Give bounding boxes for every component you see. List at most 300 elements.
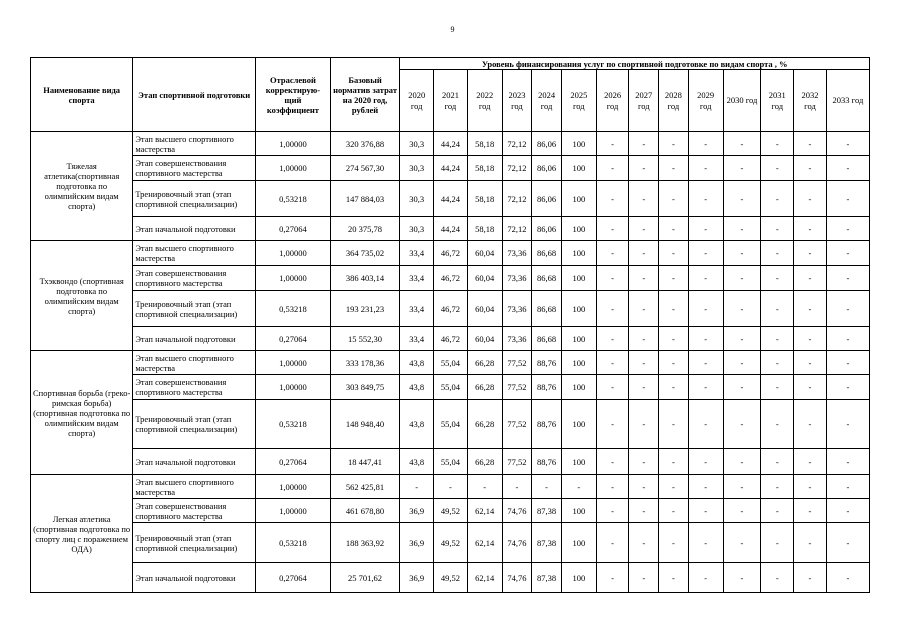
table-row bbox=[31, 181, 870, 217]
year-value-cell: - bbox=[596, 241, 629, 266]
coefficient-cell: 0,27064 bbox=[256, 327, 331, 351]
year-value-cell: - bbox=[502, 475, 532, 499]
year-value-cell: 100 bbox=[561, 266, 596, 291]
year-value-cell: - bbox=[723, 291, 761, 327]
year-value-cell: - bbox=[723, 156, 761, 181]
year-value-cell: 30,3 bbox=[400, 156, 434, 181]
year-value-cell: 100 bbox=[561, 400, 596, 449]
coefficient-cell: 1,00000 bbox=[256, 241, 331, 266]
year-value-cell: 33,4 bbox=[400, 327, 434, 351]
year-value-cell: 100 bbox=[561, 449, 596, 475]
year-value-cell: 72,12 bbox=[502, 217, 532, 241]
year-value-cell: 100 bbox=[561, 351, 596, 375]
year-value-cell: - bbox=[688, 375, 723, 400]
year-value-cell: - bbox=[826, 217, 869, 241]
year-value-cell: 55,04 bbox=[434, 351, 468, 375]
year-value-cell: - bbox=[761, 156, 794, 181]
base-norm-cell: 303 849,75 bbox=[330, 375, 400, 400]
year-value-cell: - bbox=[761, 181, 794, 217]
year-value-cell: - bbox=[596, 375, 629, 400]
year-value-cell: - bbox=[761, 327, 794, 351]
year-value-cell: 66,28 bbox=[467, 449, 502, 475]
year-value-cell: - bbox=[688, 400, 723, 449]
coefficient-cell: 0,53218 bbox=[256, 181, 331, 217]
year-value-cell: - bbox=[596, 400, 629, 449]
table-row bbox=[31, 400, 870, 449]
year-value-cell: 58,18 bbox=[467, 217, 502, 241]
year-value-cell: - bbox=[629, 181, 659, 217]
coefficient-cell: 0,53218 bbox=[256, 291, 331, 327]
year-value-cell: 73,36 bbox=[502, 241, 532, 266]
year-value-cell: - bbox=[688, 499, 723, 523]
header-stage: Этап спортивной подготовки bbox=[133, 58, 256, 132]
coefficient-cell: 1,00000 bbox=[256, 132, 331, 156]
header-year: 2026 год bbox=[596, 70, 629, 132]
year-value-cell: - bbox=[826, 327, 869, 351]
year-value-cell: - bbox=[629, 475, 659, 499]
base-norm-cell: 147 884,03 bbox=[330, 181, 400, 217]
year-value-cell: - bbox=[794, 132, 827, 156]
header-year: 2020 год bbox=[400, 70, 434, 132]
base-norm-cell: 193 231,23 bbox=[330, 291, 400, 327]
year-value-cell: - bbox=[659, 266, 689, 291]
table-row bbox=[31, 241, 870, 266]
year-value-cell: 77,52 bbox=[502, 449, 532, 475]
year-value-cell: 43,8 bbox=[400, 351, 434, 375]
table-row bbox=[31, 351, 870, 375]
year-value-cell: - bbox=[659, 217, 689, 241]
year-value-cell: 60,04 bbox=[467, 266, 502, 291]
year-value-cell: 100 bbox=[561, 241, 596, 266]
year-value-cell: - bbox=[794, 375, 827, 400]
year-value-cell: - bbox=[826, 181, 869, 217]
year-value-cell: - bbox=[596, 351, 629, 375]
base-norm-cell: 18 447,41 bbox=[330, 449, 400, 475]
year-value-cell: - bbox=[596, 499, 629, 523]
year-value-cell: 72,12 bbox=[502, 156, 532, 181]
year-value-cell: 88,76 bbox=[532, 351, 562, 375]
year-value-cell: - bbox=[659, 156, 689, 181]
year-value-cell: - bbox=[596, 132, 629, 156]
year-value-cell: - bbox=[688, 132, 723, 156]
year-value-cell: - bbox=[826, 449, 869, 475]
year-value-cell: - bbox=[532, 475, 562, 499]
coefficient-cell: 0,27064 bbox=[256, 449, 331, 475]
year-value-cell: - bbox=[596, 563, 629, 593]
year-value-cell: - bbox=[794, 266, 827, 291]
year-value-cell: - bbox=[659, 132, 689, 156]
coefficient-cell: 1,00000 bbox=[256, 156, 331, 181]
sport-name: Тхэквондо (спортивная подготовка по олимпийским видам спорта) bbox=[31, 241, 133, 351]
year-value-cell: - bbox=[688, 217, 723, 241]
year-value-cell: - bbox=[826, 563, 869, 593]
year-value-cell: - bbox=[596, 523, 629, 563]
year-value-cell: 86,68 bbox=[532, 241, 562, 266]
year-value-cell: - bbox=[794, 327, 827, 351]
year-value-cell: 87,38 bbox=[532, 563, 562, 593]
year-value-cell: 73,36 bbox=[502, 266, 532, 291]
year-value-cell: - bbox=[629, 156, 659, 181]
year-value-cell: - bbox=[629, 523, 659, 563]
year-value-cell: - bbox=[826, 156, 869, 181]
base-norm-cell: 333 178,36 bbox=[330, 351, 400, 375]
year-value-cell: - bbox=[596, 156, 629, 181]
stage-cell: Тренировочный этап (этап спортивной специализации) bbox=[133, 400, 256, 449]
year-value-cell: - bbox=[723, 449, 761, 475]
year-value-cell: - bbox=[659, 449, 689, 475]
year-value-cell: 44,24 bbox=[434, 156, 468, 181]
year-value-cell: 46,72 bbox=[434, 241, 468, 266]
year-value-cell: 86,06 bbox=[532, 132, 562, 156]
year-value-cell: - bbox=[723, 351, 761, 375]
year-value-cell: - bbox=[723, 400, 761, 449]
year-value-cell: 49,52 bbox=[434, 523, 468, 563]
year-value-cell: 100 bbox=[561, 181, 596, 217]
table-row bbox=[31, 375, 870, 400]
table-row bbox=[31, 475, 870, 499]
year-value-cell: - bbox=[659, 563, 689, 593]
year-value-cell: - bbox=[688, 181, 723, 217]
header-sport-name: Наименование вида спорта bbox=[31, 58, 133, 132]
year-value-cell: 86,06 bbox=[532, 156, 562, 181]
year-value-cell: - bbox=[723, 266, 761, 291]
year-value-cell: - bbox=[826, 266, 869, 291]
year-value-cell: 36,9 bbox=[400, 523, 434, 563]
year-value-cell: 86,68 bbox=[532, 266, 562, 291]
year-value-cell: - bbox=[596, 217, 629, 241]
table-row bbox=[31, 563, 870, 593]
header-year: 2032 год bbox=[794, 70, 827, 132]
year-value-cell: - bbox=[826, 351, 869, 375]
year-value-cell: - bbox=[794, 291, 827, 327]
header-year: 2028 год bbox=[659, 70, 689, 132]
table-row bbox=[31, 291, 870, 327]
year-value-cell: 60,04 bbox=[467, 291, 502, 327]
base-norm-cell: 188 363,92 bbox=[330, 523, 400, 563]
year-value-cell: - bbox=[761, 449, 794, 475]
year-value-cell: - bbox=[761, 499, 794, 523]
year-value-cell: 44,24 bbox=[434, 132, 468, 156]
year-value-cell: 43,8 bbox=[400, 400, 434, 449]
year-value-cell: - bbox=[794, 523, 827, 563]
year-value-cell: 60,04 bbox=[467, 327, 502, 351]
year-value-cell: 72,12 bbox=[502, 132, 532, 156]
year-value-cell: 62,14 bbox=[467, 563, 502, 593]
stage-cell: Этап начальной подготовки bbox=[133, 327, 256, 351]
stage-cell: Этап начальной подготовки bbox=[133, 449, 256, 475]
page-number: 9 bbox=[450, 25, 455, 34]
year-value-cell: - bbox=[688, 266, 723, 291]
header-year: 2025 год bbox=[561, 70, 596, 132]
year-value-cell: - bbox=[561, 475, 596, 499]
year-value-cell: - bbox=[794, 351, 827, 375]
header-year: 2024 год bbox=[532, 70, 562, 132]
year-value-cell: 46,72 bbox=[434, 266, 468, 291]
year-value-cell: - bbox=[629, 266, 659, 291]
year-value-cell: - bbox=[761, 563, 794, 593]
year-value-cell: - bbox=[761, 241, 794, 266]
coefficient-cell: 0,27064 bbox=[256, 217, 331, 241]
year-value-cell: - bbox=[826, 523, 869, 563]
year-value-cell: 43,8 bbox=[400, 375, 434, 400]
year-value-cell: - bbox=[688, 291, 723, 327]
year-value-cell: - bbox=[761, 523, 794, 563]
year-value-cell: - bbox=[723, 375, 761, 400]
year-value-cell: 74,76 bbox=[502, 563, 532, 593]
year-value-cell: 49,52 bbox=[434, 563, 468, 593]
year-value-cell: - bbox=[761, 132, 794, 156]
header-year: 2022 год bbox=[467, 70, 502, 132]
year-value-cell: 66,28 bbox=[467, 400, 502, 449]
stage-cell: Этап совершенствования спортивного мастерства bbox=[133, 499, 256, 523]
year-value-cell: 49,52 bbox=[434, 499, 468, 523]
year-value-cell: - bbox=[629, 375, 659, 400]
year-value-cell: - bbox=[723, 181, 761, 217]
year-value-cell: - bbox=[688, 241, 723, 266]
header-year: 2031 год bbox=[761, 70, 794, 132]
year-value-cell: - bbox=[659, 400, 689, 449]
year-value-cell: 77,52 bbox=[502, 351, 532, 375]
year-value-cell: - bbox=[826, 475, 869, 499]
year-value-cell: - bbox=[596, 291, 629, 327]
year-value-cell: 74,76 bbox=[502, 499, 532, 523]
year-value-cell: - bbox=[794, 181, 827, 217]
year-value-cell: - bbox=[434, 475, 468, 499]
year-value-cell: - bbox=[659, 375, 689, 400]
year-value-cell: - bbox=[723, 563, 761, 593]
year-value-cell: - bbox=[596, 475, 629, 499]
year-value-cell: - bbox=[596, 181, 629, 217]
year-value-cell: 100 bbox=[561, 217, 596, 241]
year-value-cell: 30,3 bbox=[400, 217, 434, 241]
year-value-cell: - bbox=[688, 327, 723, 351]
year-value-cell: - bbox=[688, 475, 723, 499]
table-row bbox=[31, 132, 870, 156]
year-value-cell: - bbox=[794, 156, 827, 181]
year-value-cell: - bbox=[794, 400, 827, 449]
year-value-cell: - bbox=[596, 266, 629, 291]
coefficient-cell: 1,00000 bbox=[256, 375, 331, 400]
year-value-cell: 66,28 bbox=[467, 375, 502, 400]
header-year: 2030 год bbox=[723, 70, 761, 132]
header-year: 2021 год bbox=[434, 70, 468, 132]
table-row bbox=[31, 266, 870, 291]
year-value-cell: 100 bbox=[561, 375, 596, 400]
base-norm-cell: 25 701,62 bbox=[330, 563, 400, 593]
year-value-cell: 74,76 bbox=[502, 523, 532, 563]
year-value-cell: 36,9 bbox=[400, 499, 434, 523]
year-value-cell: - bbox=[794, 563, 827, 593]
year-value-cell: 86,06 bbox=[532, 217, 562, 241]
stage-cell: Тренировочный этап (этап спортивной специализации) bbox=[133, 523, 256, 563]
table-row bbox=[31, 217, 870, 241]
base-norm-cell: 562 425,81 bbox=[330, 475, 400, 499]
table-row bbox=[31, 449, 870, 475]
year-value-cell: - bbox=[629, 132, 659, 156]
year-value-cell: - bbox=[629, 291, 659, 327]
year-value-cell: 86,68 bbox=[532, 291, 562, 327]
year-value-cell: - bbox=[659, 475, 689, 499]
year-value-cell: - bbox=[688, 523, 723, 563]
header-year: 2033 год bbox=[826, 70, 869, 132]
coefficient-cell: 0,53218 bbox=[256, 400, 331, 449]
year-value-cell: 100 bbox=[561, 563, 596, 593]
base-norm-cell: 364 735,02 bbox=[330, 241, 400, 266]
year-value-cell: - bbox=[723, 523, 761, 563]
year-value-cell: 73,36 bbox=[502, 291, 532, 327]
year-value-cell: - bbox=[629, 351, 659, 375]
year-value-cell: 58,18 bbox=[467, 181, 502, 217]
year-value-cell: 44,24 bbox=[434, 217, 468, 241]
year-value-cell: - bbox=[629, 241, 659, 266]
year-value-cell: - bbox=[659, 327, 689, 351]
year-value-cell: 33,4 bbox=[400, 241, 434, 266]
year-value-cell: - bbox=[400, 475, 434, 499]
sport-name: Спортивная борьба (греко-римская борьба) (спортивная подготовка по олимпийским видам спорта) bbox=[31, 351, 133, 475]
year-value-cell: 55,04 bbox=[434, 400, 468, 449]
year-value-cell: 43,8 bbox=[400, 449, 434, 475]
year-value-cell: - bbox=[723, 132, 761, 156]
table-row bbox=[31, 156, 870, 181]
year-value-cell: - bbox=[659, 241, 689, 266]
stage-cell: Этап высшего спортивного мастерства bbox=[133, 475, 256, 499]
year-value-cell: - bbox=[761, 351, 794, 375]
year-value-cell: 55,04 bbox=[434, 449, 468, 475]
header-funding-level: Уровень финансирования услуг по спортивной подготовке по видам спорта , % bbox=[400, 58, 870, 70]
year-value-cell: - bbox=[794, 499, 827, 523]
year-value-cell: - bbox=[826, 400, 869, 449]
year-value-cell: - bbox=[596, 327, 629, 351]
header-year: 2029 год bbox=[688, 70, 723, 132]
year-value-cell: 100 bbox=[561, 499, 596, 523]
year-value-cell: - bbox=[794, 449, 827, 475]
stage-cell: Этап совершенствования спортивного мастерства bbox=[133, 375, 256, 400]
table-row bbox=[31, 523, 870, 563]
year-value-cell: - bbox=[723, 499, 761, 523]
year-value-cell: 58,18 bbox=[467, 132, 502, 156]
year-value-cell: - bbox=[761, 475, 794, 499]
year-value-cell: 100 bbox=[561, 156, 596, 181]
stage-cell: Тренировочный этап (этап спортивной специализации) bbox=[133, 291, 256, 327]
stage-cell: Этап начальной подготовки bbox=[133, 217, 256, 241]
year-value-cell: - bbox=[629, 327, 659, 351]
sport-name: Тяжелая атлетика(спортивная подготовка по олимпийским видам спорта) bbox=[31, 132, 133, 241]
year-value-cell: - bbox=[659, 351, 689, 375]
coefficient-cell: 1,00000 bbox=[256, 266, 331, 291]
year-value-cell: - bbox=[688, 156, 723, 181]
year-value-cell: - bbox=[723, 241, 761, 266]
year-value-cell: 77,52 bbox=[502, 400, 532, 449]
year-value-cell: 46,72 bbox=[434, 327, 468, 351]
year-value-cell: 58,18 bbox=[467, 156, 502, 181]
year-value-cell: - bbox=[629, 449, 659, 475]
year-value-cell: - bbox=[723, 327, 761, 351]
stage-cell: Этап совершенствования спортивного мастерства bbox=[133, 266, 256, 291]
header-coefficient: Отраслевой корректирую-щий коэффициент bbox=[256, 58, 331, 132]
year-value-cell: - bbox=[826, 375, 869, 400]
funding-table bbox=[30, 57, 870, 593]
coefficient-cell: 1,00000 bbox=[256, 351, 331, 375]
base-norm-cell: 20 375,78 bbox=[330, 217, 400, 241]
year-value-cell: - bbox=[761, 291, 794, 327]
year-value-cell: 66,28 bbox=[467, 351, 502, 375]
header-year: 2027 год bbox=[629, 70, 659, 132]
year-value-cell: 36,9 bbox=[400, 563, 434, 593]
year-value-cell: - bbox=[826, 291, 869, 327]
year-value-cell: - bbox=[794, 241, 827, 266]
year-value-cell: 100 bbox=[561, 523, 596, 563]
year-value-cell: - bbox=[723, 475, 761, 499]
coefficient-cell: 0,53218 bbox=[256, 523, 331, 563]
table-row bbox=[31, 499, 870, 523]
stage-cell: Этап начальной подготовки bbox=[133, 563, 256, 593]
year-value-cell: - bbox=[761, 400, 794, 449]
year-value-cell: - bbox=[794, 475, 827, 499]
year-value-cell: 87,38 bbox=[532, 523, 562, 563]
year-value-cell: - bbox=[688, 563, 723, 593]
coefficient-cell: 1,00000 bbox=[256, 499, 331, 523]
sport-name: Легкая атлетика (спортивная подготовка по спорту лиц с поражением ОДА) bbox=[31, 475, 133, 593]
year-value-cell: 72,12 bbox=[502, 181, 532, 217]
year-value-cell: 30,3 bbox=[400, 181, 434, 217]
coefficient-cell: 1,00000 bbox=[256, 475, 331, 499]
year-value-cell: - bbox=[659, 291, 689, 327]
table-row bbox=[31, 327, 870, 351]
stage-cell: Этап высшего спортивного мастерства bbox=[133, 132, 256, 156]
year-value-cell: 30,3 bbox=[400, 132, 434, 156]
year-value-cell: - bbox=[659, 181, 689, 217]
stage-cell: Этап высшего спортивного мастерства bbox=[133, 351, 256, 375]
year-value-cell: - bbox=[826, 132, 869, 156]
stage-cell: Этап высшего спортивного мастерства bbox=[133, 241, 256, 266]
year-value-cell: 62,14 bbox=[467, 523, 502, 563]
year-value-cell: 46,72 bbox=[434, 291, 468, 327]
year-value-cell: - bbox=[761, 266, 794, 291]
year-value-cell: 44,24 bbox=[434, 181, 468, 217]
year-value-cell: - bbox=[467, 475, 502, 499]
year-value-cell: 100 bbox=[561, 132, 596, 156]
year-value-cell: - bbox=[826, 241, 869, 266]
year-value-cell: - bbox=[629, 499, 659, 523]
base-norm-cell: 461 678,80 bbox=[330, 499, 400, 523]
year-value-cell: 33,4 bbox=[400, 291, 434, 327]
year-value-cell: - bbox=[826, 499, 869, 523]
base-norm-cell: 274 567,30 bbox=[330, 156, 400, 181]
year-value-cell: 88,76 bbox=[532, 375, 562, 400]
base-norm-cell: 15 552,30 bbox=[330, 327, 400, 351]
base-norm-cell: 320 376,88 bbox=[330, 132, 400, 156]
year-value-cell: 55,04 bbox=[434, 375, 468, 400]
year-value-cell: 87,38 bbox=[532, 499, 562, 523]
year-value-cell: - bbox=[723, 217, 761, 241]
year-value-cell: - bbox=[659, 523, 689, 563]
year-value-cell: 33,4 bbox=[400, 266, 434, 291]
year-value-cell: - bbox=[659, 499, 689, 523]
year-value-cell: 77,52 bbox=[502, 375, 532, 400]
year-value-cell: 73,36 bbox=[502, 327, 532, 351]
year-value-cell: - bbox=[688, 351, 723, 375]
year-value-cell: 88,76 bbox=[532, 449, 562, 475]
stage-cell: Этап совершенствования спортивного мастерства bbox=[133, 156, 256, 181]
year-value-cell: 62,14 bbox=[467, 499, 502, 523]
year-value-cell: - bbox=[761, 217, 794, 241]
year-value-cell: - bbox=[794, 217, 827, 241]
year-value-cell: - bbox=[761, 375, 794, 400]
year-value-cell: 100 bbox=[561, 291, 596, 327]
year-value-cell: 86,68 bbox=[532, 327, 562, 351]
base-norm-cell: 148 948,40 bbox=[330, 400, 400, 449]
stage-cell: Тренировочный этап (этап спортивной специализации) bbox=[133, 181, 256, 217]
